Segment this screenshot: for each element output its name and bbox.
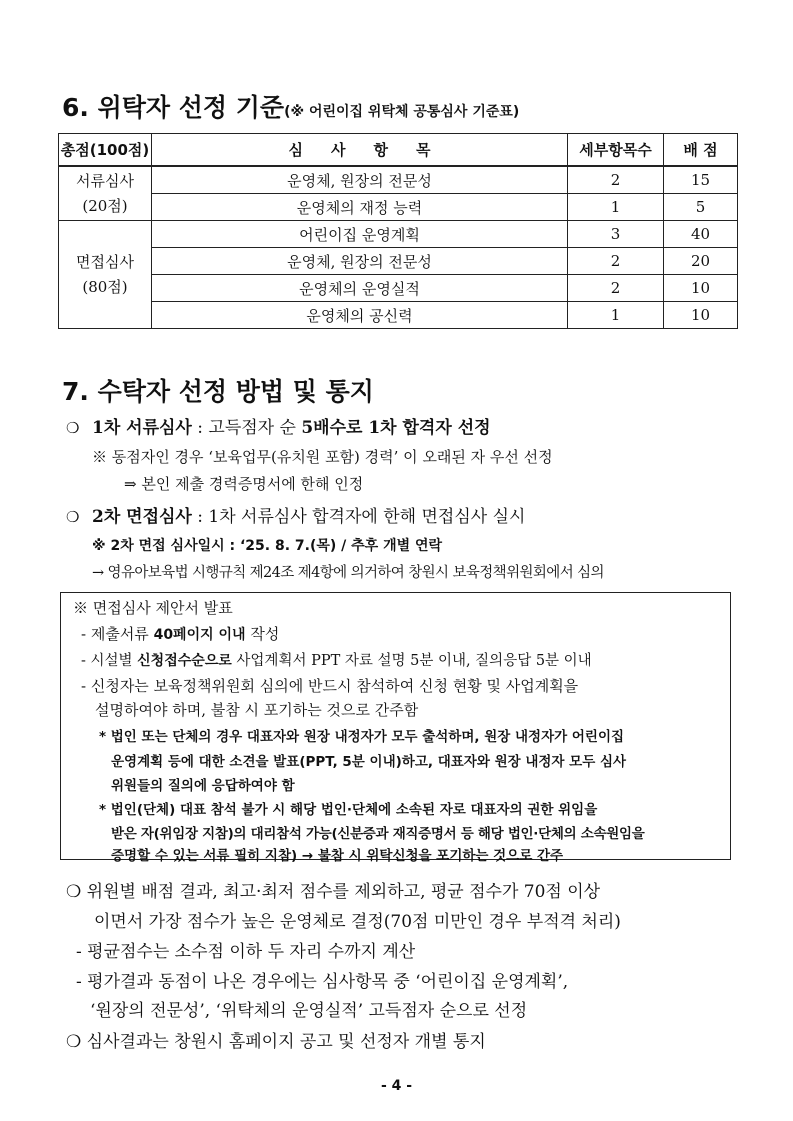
criteria-table (58, 133, 738, 329)
cell-item: 운영체의 재정 능력 (152, 194, 568, 221)
cell-count: 3 (568, 221, 664, 248)
cell-score: 10 (664, 275, 738, 302)
notice-title: ※ 면접심사 제안서 발표 (73, 599, 233, 617)
section7-title: 7. 수탁자 선정 방법 및 통지 (62, 377, 374, 406)
table-row (59, 194, 738, 221)
notice-bold-6: 증명할 수 있는 서류 필히 지참) → 불참 시 위탁신청을 포기하는 것으로 간주 (111, 848, 564, 864)
bullet-circle-icon: ❍ (66, 419, 80, 437)
step2-separator: : (191, 507, 209, 527)
notice-bold-5: 받은 자(위임장 지참)의 대리참석 가능(신분증과 재직증명서 등 해당 법인·단체의 소속원임을 (111, 826, 645, 842)
notice-text: 사업계획서 PPT 자료 설명 5분 이내, 질의응답 5분 이내 (231, 653, 592, 669)
group-name: 면접심사 (76, 252, 134, 271)
notice-bold-3: 위원들의 질의에 응답하여야 함 (111, 778, 295, 794)
header-item: 심사항목 (152, 134, 568, 167)
result-line-3-cont: ‘원장의 전문성’, ‘위탁체의 운영실적’ 고득점자 순으로 선정 (90, 1001, 528, 1021)
page-number: - 4 - (380, 1078, 413, 1094)
notice-box (60, 592, 731, 864)
notice-line-attend-cont: 설명하여야 하며, 불참 시 포기하는 것으로 간주함 (95, 701, 419, 719)
section6-subtitle: (※ 어린이집 위탁체 공통심사 기준표) (284, 104, 520, 120)
group-points: (20점) (82, 196, 128, 215)
notice-bold-1: * 법인 또는 단체의 경우 대표자와 원장 내정자가 모두 출석하며, 원장 내정자가 어린이집 (99, 729, 625, 745)
cell-count: 2 (568, 248, 664, 275)
section6-title-text: 6. 위탁자 선정 기준 (62, 93, 285, 122)
result-line-2: - 평균점수는 소수점 이하 두 자리 수까지 계산 (76, 942, 416, 962)
notice-text: - 제출서류 (81, 625, 154, 643)
cell-score: 10 (664, 302, 738, 329)
cell-item: 운영체의 운영실적 (152, 275, 568, 302)
step1-note1: ※ 동점자인 경우 ‘보육업무(유치원 포함) 경력’ 이 오래된 자 우선 선정 (92, 448, 553, 466)
header-count: 세부항목수 (568, 134, 664, 167)
notice-line-attend: - 신청자는 보육정책위원회 심의에 반드시 참석하여 신청 현황 및 사업계획을 (81, 677, 579, 695)
step1-desc: 고득점자 순 (208, 418, 302, 438)
cell-item: 운영체의 공신력 (152, 302, 568, 329)
step1-note2: ⇒ 본인 제출 경력증명서에 한해 인정 (124, 475, 364, 493)
step1-emphasis: 5배수로 1차 합격자 선정 (301, 418, 491, 438)
section6-title (62, 88, 519, 124)
cell-count: 2 (568, 275, 664, 302)
group-points: (80점) (82, 277, 128, 296)
cell-score: 40 (664, 221, 738, 248)
result-line-1-cont: 이면서 가장 점수가 높은 운영체로 결정(70점 미만인 경우 부적격 처리) (94, 912, 621, 932)
group-interview (59, 221, 152, 329)
table-row (59, 221, 738, 248)
cell-score: 20 (664, 248, 738, 275)
step1-separator: : (191, 418, 209, 438)
notice-line-order (81, 649, 592, 670)
step1-label: 1차 서류심사 (92, 418, 192, 438)
group-name: 서류심사 (76, 171, 134, 190)
result-line-1: ❍ 위원별 배점 결과, 최고·최저 점수를 제외하고, 평균 점수가 70점 이상 (66, 882, 601, 902)
bullet-circle-icon: ❍ (66, 508, 80, 526)
notice-bold-2: 운영계획 등에 대한 소견을 발표(PPT, 5분 이내)하고, 대표자와 원장 내정자 모두 심사 (111, 754, 627, 770)
notice-text: 작성 (245, 625, 280, 643)
cell-score: 5 (664, 194, 738, 221)
header-score: 배 점 (664, 134, 738, 167)
table-row (59, 248, 738, 275)
step2-date: ※ 2차 면접 심사일시 : ‘25. 8. 7.(목) / 추후 개별 연락 (92, 538, 443, 554)
cell-count: 2 (568, 166, 664, 194)
notice-emphasis: 40페이지 이내 (153, 627, 246, 643)
table-row (59, 302, 738, 329)
step1-line (66, 413, 491, 438)
notice-text: - 시설별 (81, 653, 138, 669)
table-row (59, 275, 738, 302)
cell-count: 1 (568, 194, 664, 221)
cell-score: 15 (664, 166, 738, 194)
cell-item: 운영체, 원장의 전문성 (152, 248, 568, 275)
cell-item: 운영체, 원장의 전문성 (152, 166, 568, 194)
group-document-review (59, 166, 152, 221)
result-line-4: ❍ 심사결과는 창원시 홈페이지 공고 및 선정자 개별 통지 (66, 1032, 486, 1052)
step2-basis: → 영유아보육법 시행규칙 제24조 제4항에 의거하여 창원시 보육정책위원회에서 심의 (92, 565, 604, 581)
step2-desc: 1차 서류심사 합격자에 한해 면접심사 실시 (208, 507, 526, 527)
cell-item: 어린이집 운영계획 (152, 221, 568, 248)
table-header-row (59, 134, 738, 167)
header-total: 총점(100점) (59, 134, 152, 167)
notice-bold-4: * 법인(단체) 대표 참석 불가 시 해당 법인·단체에 소속된 자로 대표자의 권한 위임을 (99, 802, 598, 818)
table-row (59, 166, 738, 194)
result-line-3: - 평가결과 동점이 나온 경우에는 심사항목 중 ‘어린이집 운영계획’, (76, 972, 569, 992)
cell-count: 1 (568, 302, 664, 329)
step2-line (66, 502, 525, 527)
notice-line-pages (81, 623, 279, 644)
notice-emphasis: 신청접수순으로 (137, 653, 232, 669)
step2-label: 2차 면접심사 (92, 507, 192, 527)
